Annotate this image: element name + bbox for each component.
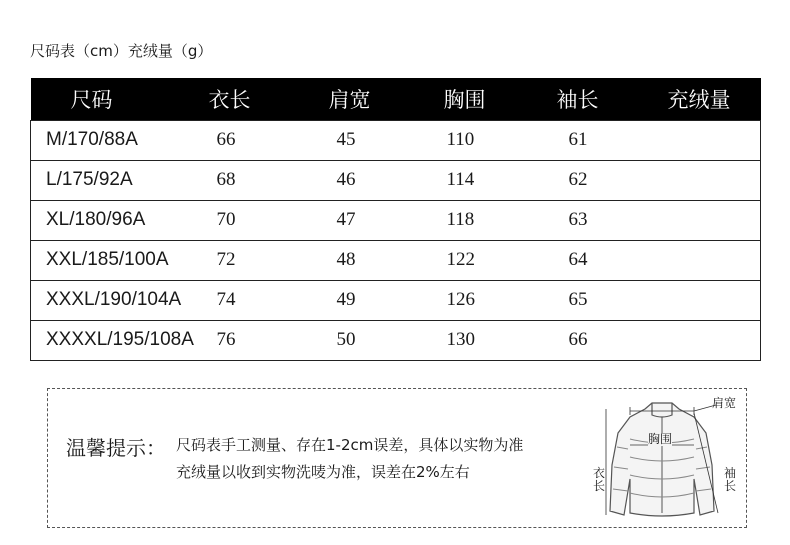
- cell-chest: 118: [444, 200, 557, 240]
- cell-length: 74: [209, 280, 327, 320]
- cell-chest: 110: [444, 120, 557, 160]
- cell-down: [668, 240, 761, 280]
- header-chest: 胸围: [443, 87, 486, 112]
- cell-size: L/175/92A: [31, 160, 209, 200]
- cell-sleeve: 63: [557, 200, 668, 240]
- cell-size: XXXXL/195/108A: [31, 320, 209, 360]
- cell-length: 66: [209, 120, 327, 160]
- cell-chest: 130: [444, 320, 557, 360]
- shoulder-width-label: 肩宽: [712, 396, 737, 410]
- note-line-2: 充绒量以收到实物洗唛为准，误差在2%左右: [176, 463, 470, 481]
- cell-shoulder: 48: [327, 240, 444, 280]
- cell-sleeve: 61: [557, 120, 668, 160]
- header-down: 充绒量: [667, 87, 731, 112]
- cell-size: XXXL/190/104A: [31, 280, 209, 320]
- table-caption: 尺码表（cm）充绒量（g）: [30, 42, 213, 60]
- cell-down: [668, 160, 761, 200]
- cell-size: XXL/185/100A: [31, 240, 209, 280]
- cell-shoulder: 49: [327, 280, 444, 320]
- header-length: 衣长: [208, 87, 251, 112]
- cell-down: [668, 320, 761, 360]
- cell-shoulder: 45: [327, 120, 444, 160]
- cell-sleeve: 65: [557, 280, 668, 320]
- sleeve-length-label: 袖长: [724, 466, 737, 493]
- note-line-1: 尺码表手工测量、存在1-2cm误差，具体以实物为准: [176, 436, 524, 454]
- size-table: [30, 78, 761, 361]
- jacket-diagram: [590, 395, 740, 523]
- puffer-jacket-icon: [590, 395, 740, 523]
- table-header-row: [31, 78, 761, 120]
- cell-chest: 126: [444, 280, 557, 320]
- table-row: [31, 120, 761, 160]
- table-row: [31, 280, 761, 320]
- table-row: [31, 160, 761, 200]
- cell-length: 70: [209, 200, 327, 240]
- header-sleeve: 袖长: [556, 87, 599, 112]
- cell-size: M/170/88A: [31, 120, 209, 160]
- cell-length: 76: [209, 320, 327, 360]
- cell-shoulder: 46: [327, 160, 444, 200]
- table-row: [31, 240, 761, 280]
- header-shoulder: 肩宽: [328, 87, 371, 112]
- cell-sleeve: 64: [557, 240, 668, 280]
- chest-label: 胸围: [648, 432, 673, 446]
- cell-down: [668, 280, 761, 320]
- note-label: 温馨提示：: [66, 436, 166, 460]
- table-row: [31, 320, 761, 360]
- cell-down: [668, 120, 761, 160]
- cell-sleeve: 62: [557, 160, 668, 200]
- table-row: [31, 200, 761, 240]
- cell-shoulder: 50: [327, 320, 444, 360]
- cell-length: 68: [209, 160, 327, 200]
- cell-shoulder: 47: [327, 200, 444, 240]
- cell-down: [668, 200, 761, 240]
- cell-chest: 122: [444, 240, 557, 280]
- cell-chest: 114: [444, 160, 557, 200]
- header-size: 尺码: [70, 87, 113, 112]
- body-length-label: 衣长: [593, 466, 606, 493]
- note-box: [47, 388, 747, 528]
- cell-sleeve: 66: [557, 320, 668, 360]
- cell-size: XL/180/96A: [31, 200, 209, 240]
- cell-length: 72: [209, 240, 327, 280]
